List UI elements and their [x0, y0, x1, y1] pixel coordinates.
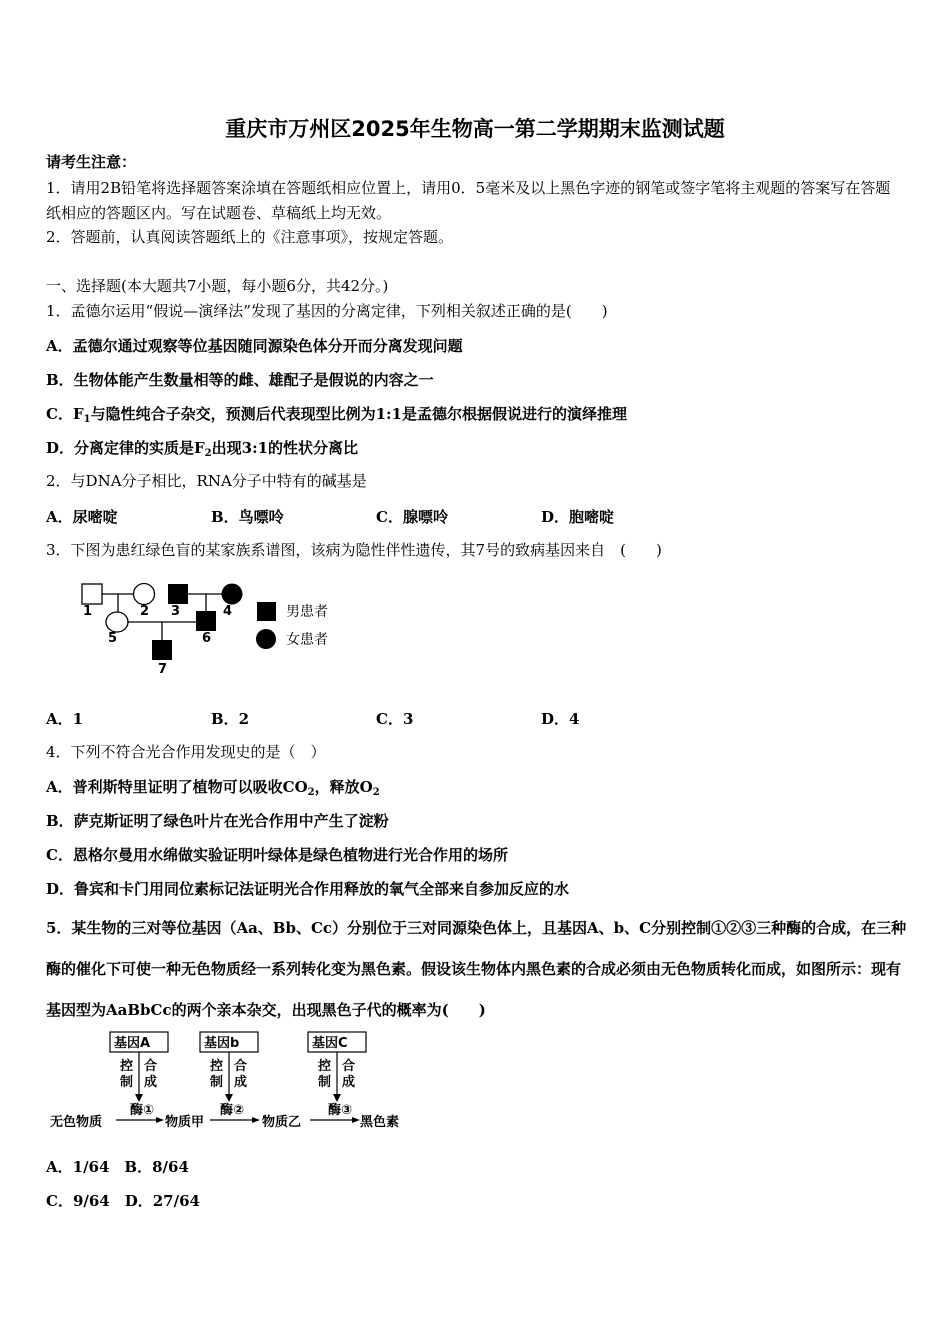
pedigree-individual-3 [168, 584, 188, 604]
question-1-stem: 1．孟德尔运用“假说—演绎法”发现了基因的分离定律，下列相关叙述正确的是( ) [46, 302, 608, 320]
q1-c-pre: C．F [46, 405, 84, 423]
q3-option-c: C．3 [376, 710, 414, 728]
legend-male-symbol [257, 602, 276, 621]
pedigree-label-4: 4 [223, 604, 233, 619]
q5-options-cd: C．9/64 D．27/64 [46, 1192, 200, 1210]
q1-d-post: 出现3:1的性状分离比 [211, 439, 359, 457]
question-4-stem: 4．下列不符合光合作用发现史的是（ ） [46, 743, 326, 761]
q1-option-b: B．生物体能产生数量相等的雌、雄配子是假说的内容之一 [46, 371, 434, 389]
gene-a-label: 基因A [114, 1036, 151, 1051]
substance-colorless: 无色物质 [50, 1115, 103, 1130]
q3-option-b: B．2 [211, 710, 250, 728]
q1-c-post: 与隐性纯合子杂交，预测后代表现型比例为1:1是孟德尔根据假说进行的演绎推理 [90, 405, 627, 423]
section-heading: 一、选择题(本大题共7小题，每小题6分，共42分。) [46, 277, 389, 295]
notice-item-1: 1．请用2B铅笔将选择题答案涂填在答题纸相应位置上，请用0．5毫米及以上黑色字迹的钢笔或签字笔将主观题的答案写在答题纸相应的答题区内。写在试题卷、草稿纸上均无效。 [46, 179, 891, 222]
q1-d-pre: D．分离定律的实质是F [46, 439, 205, 457]
synth-label-3: 合成 [342, 1059, 356, 1090]
q1-c-sub: 1 [83, 414, 91, 425]
enzyme-1-label: 酶① [130, 1103, 155, 1118]
control-label-1: 控制 [120, 1059, 134, 1090]
notice-heading: 请考生注意： [46, 153, 137, 171]
q4-option-d: D．鲁宾和卡门用同位素标记法证明光合作用释放的氧气全部来自参加反应的水 [46, 880, 570, 898]
pedigree-individual-2 [134, 584, 155, 605]
pedigree-label-6: 6 [202, 631, 212, 646]
enzyme-2-label: 酶② [220, 1103, 245, 1118]
pedigree-individual-7 [152, 640, 172, 660]
gene-c-label: 基因C [312, 1036, 348, 1051]
question-5-stem: 5．某生物的三对等位基因（Aa、Bb、Cc）分别位于三对同源染色体上，且基因A、b、C分别控制①②③三种酶的合成，在三种酶的催化下可使一种无色物质经一系列转化变为黑色素。假设该生物体内黑色素的合成必须由无色物质转化而成，如图所示：现有基因型为AaBbCc的两个亲本杂交，出现黑色子代的概率为( ) [46, 919, 907, 1019]
q4-a-sub1: 2 [307, 787, 315, 798]
pedigree-label-1: 1 [83, 604, 93, 619]
substance-melanin: 黑色素 [360, 1115, 400, 1130]
pedigree-label-2: 2 [140, 604, 150, 619]
legend-male-label: 男患者 [286, 604, 328, 620]
question-3-stem: 3．下图为患红绿色盲的某家族系谱图，该病为隐性伴性遗传，其7号的致病基因来自 ( ) [46, 541, 662, 559]
question-2-stem: 2．与DNA分子相比，RNA分子中特有的碱基是 [46, 472, 367, 490]
pathway-diagram [50, 1030, 420, 1134]
enzyme-3-label: 酶③ [328, 1103, 353, 1118]
notice-item-2: 2．答题前，认真阅读答题纸上的《注意事项》，按规定答题。 [46, 228, 454, 246]
pedigree-label-7: 7 [158, 662, 168, 677]
legend-female-symbol [256, 629, 276, 649]
substance-jia: 物质甲 [165, 1115, 205, 1130]
legend-female-label: 女患者 [286, 632, 328, 648]
q4-a-mid: ，释放O [314, 778, 373, 796]
q2-option-b: B．鸟嘌呤 [211, 508, 284, 526]
control-label-2: 控制 [210, 1059, 224, 1090]
pedigree-label-3: 3 [171, 604, 181, 619]
pedigree-chart [72, 578, 372, 678]
q4-option-a [46, 776, 380, 798]
q4-a-pre: A．普利斯特里证明了植物可以吸收CO [46, 778, 308, 796]
pedigree-label-5: 5 [108, 631, 118, 646]
pedigree-individual-5 [106, 612, 128, 632]
q1-d-sub: 2 [204, 448, 212, 459]
q4-option-b: B．萨克斯证明了绿色叶片在光合作用中产生了淀粉 [46, 812, 389, 830]
q1-option-c [46, 403, 627, 425]
q2-option-a: A．尿嘧啶 [46, 508, 118, 526]
gene-b-label: 基因b [204, 1036, 240, 1051]
substance-yi: 物质乙 [262, 1115, 302, 1130]
q5-options-ab: A．1/64 B．8/64 [46, 1158, 189, 1176]
pedigree-individual-1 [82, 584, 102, 604]
q1-option-d [46, 437, 358, 459]
page-title: 重庆市万州区2025年生物高一第二学期期末监测试题 [225, 117, 725, 141]
q3-option-a: A．1 [46, 710, 84, 728]
q4-a-sub2: 2 [372, 787, 380, 798]
synth-label-2: 合成 [234, 1059, 248, 1090]
q3-option-d: D．4 [541, 710, 580, 728]
q4-option-c: C．恩格尔曼用水绵做实验证明叶绿体是绿色植物进行光合作用的场所 [46, 846, 508, 864]
synth-label-1: 合成 [144, 1059, 158, 1090]
q1-option-a: A．孟德尔通过观察等位基因随同源染色体分开而分离发现问题 [46, 337, 463, 355]
control-label-3: 控制 [318, 1059, 332, 1090]
q2-option-d: D．胞嘧啶 [541, 508, 615, 526]
q2-option-c: C．腺嘌呤 [376, 508, 448, 526]
pedigree-individual-4 [222, 584, 243, 605]
pedigree-individual-6 [196, 611, 216, 631]
